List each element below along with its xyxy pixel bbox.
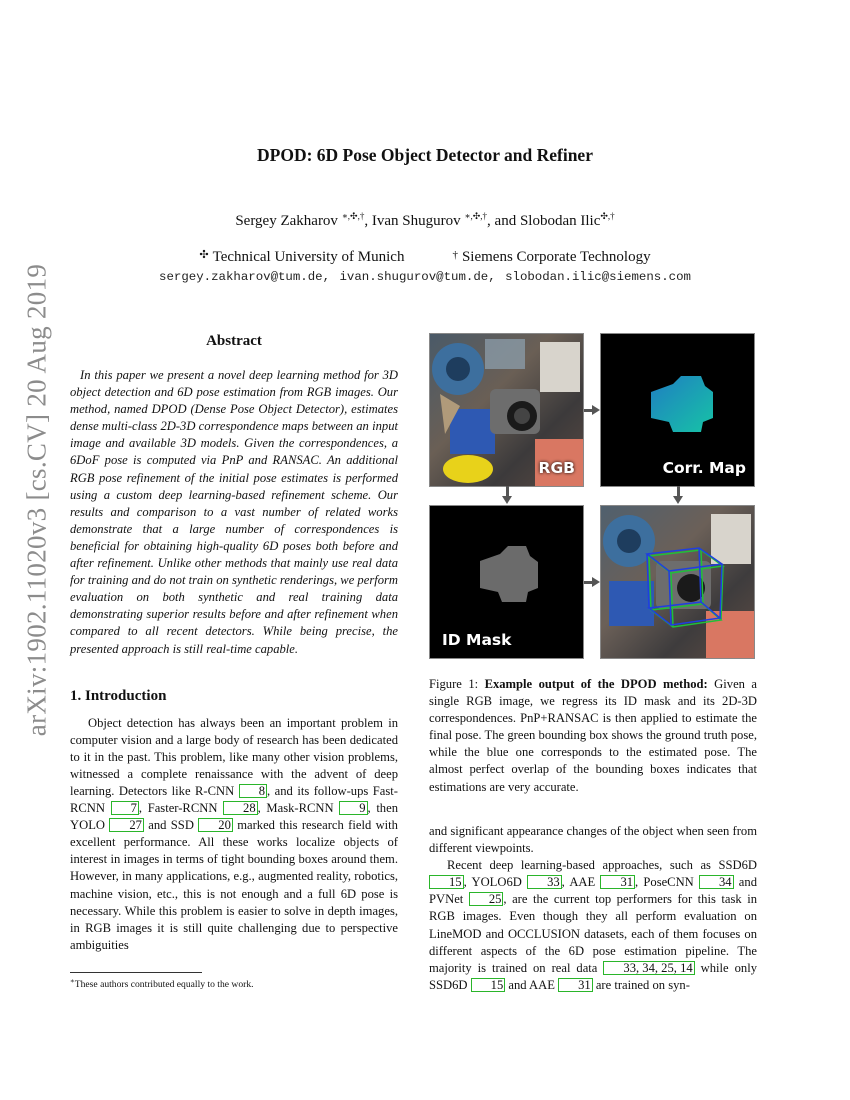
citation-link[interactable]: 31 <box>558 978 593 992</box>
author-name: Ivan Shugurov <box>371 213 461 229</box>
citation-link[interactable]: 34 <box>699 875 734 889</box>
affiliation-mark: † <box>452 249 458 261</box>
text-run: and AAE <box>505 977 559 992</box>
left-column <box>70 333 398 954</box>
pose-result-panel <box>600 505 755 659</box>
author-list <box>0 211 850 230</box>
figure-caption <box>429 676 757 796</box>
citation-link[interactable]: 28 <box>223 801 258 815</box>
introduction-paragraph-continued: and significant appearance changes of the object when seen from different viewpoints. <box>429 824 757 856</box>
affiliation-mark: ✣ <box>199 249 209 261</box>
arrow-corr-to-result <box>677 486 680 497</box>
author-name: Sergey Zakharov <box>235 213 338 229</box>
corr-map-label: Corr. Map <box>662 459 746 477</box>
arrow-mask-to-result <box>584 581 593 584</box>
citation-link[interactable]: 33, 34, 25, 14 <box>603 961 694 975</box>
text-run: Object detection has always been an important problem in computer vision and a large body of research has been dedicated to it in the past. This problem, like many other vision problems, witnessed a complete renaissance with the advent of deep learning. Detectors like R-CNN <box>70 715 398 798</box>
arxiv-sidebar <box>12 250 62 750</box>
text-run: and PVNet <box>429 875 757 907</box>
footnote <box>70 977 400 990</box>
text-run: , PoseCNN <box>635 875 699 890</box>
text-run: , then YOLO <box>70 801 398 833</box>
author-marks: ∗,✣,† <box>341 211 365 221</box>
citation-link[interactable]: 15 <box>471 978 506 992</box>
id-mask-label: ID Mask <box>442 631 512 649</box>
citation-link[interactable]: 33 <box>527 875 562 889</box>
right-column <box>429 823 757 994</box>
affiliation-name: Technical University of Munich <box>212 249 405 265</box>
text-run: , Faster-RCNN <box>138 801 224 816</box>
text-run: , and its follow-ups Fast-RCNN <box>70 783 398 816</box>
citation-link[interactable]: 20 <box>198 818 233 832</box>
arxiv-id: arXiv:1902.11020v3 [cs.CV] 20 Aug 2019 <box>21 263 52 737</box>
text-run: , YOLO6D <box>463 875 528 890</box>
arrow-rgb-to-mask <box>506 486 509 497</box>
text-run: Recent deep learning-based approaches, such as SSD6D <box>447 858 757 873</box>
author-name: Slobodan Ilic <box>519 213 601 229</box>
rgb-label: RGB <box>538 459 575 477</box>
text-run: , AAE <box>561 875 601 890</box>
citation-link[interactable]: 7 <box>111 801 139 815</box>
affiliation-name: Siemens Corporate Technology <box>461 249 651 265</box>
author-separator: , and <box>487 213 520 229</box>
text-run: marked this research field with excellent performance. All these works localize objects of interest in images in terms of tight bounding boxes around them. However, in many applications, e.g., augmented reality, robotics, machine vision, etc., this is not enough and a full 6D pose is necessary. While this problem is easier to solve in depth images, in RGB images it is still quite challenging due to perspective ambiguities <box>70 818 398 952</box>
abstract-heading: Abstract <box>206 333 262 349</box>
text-run: are trained on syn- <box>592 977 690 992</box>
footnote-text: These authors contributed equally to the work. <box>74 979 254 991</box>
text-run: and SSD <box>143 818 199 833</box>
text-run: , Mask-RCNN <box>257 801 340 816</box>
id-mask-panel <box>429 505 584 659</box>
figure-1 <box>429 333 757 663</box>
pose-result-image <box>601 506 754 658</box>
citation-link[interactable]: 27 <box>109 818 144 832</box>
citation-link[interactable]: 15 <box>429 875 464 889</box>
citation-link[interactable]: 31 <box>600 875 635 889</box>
introduction-heading: 1. Introduction <box>70 687 167 704</box>
citation-link[interactable]: 9 <box>339 801 367 815</box>
text-run: while only SSD6D <box>429 960 757 992</box>
footnote-mark: ∗ <box>70 977 75 985</box>
author-emails: sergey.zakharov@tum.de, ivan.shugurov@tum.de, slobodan.ilic@siemens.com <box>159 270 691 284</box>
abstract-text: In this paper we present a novel deep learning method for 3D object detection and 6D pose estimation from RGB images. Our method, named DPOD (Dense Pose Object Detector), estimates dense multi-class 2D-3D correspondence maps between an input image and available 3D models. Given the correspondences, a 6DoF pose is computed via PnP and RANSAC. An additional RGB pose refinement of the initial pose estimates is performed using a custom deep learning-based refinement scheme. Our results and comparison to a vast number of related works demonstrate that a large number of correspondences is beneficial for obtaining high-quality 6D poses both before and after refinement. Unlike other methods that mainly use real data for training and do not train on synthetic renderings, we perform evaluation on both synthetic and real training data demonstrating superior results before and after refinement when compared to all recent detectors. While being precise, the presented approach is still real-time capable. <box>70 368 399 656</box>
paper-title: DPOD: 6D Pose Object Detector and Refiner <box>257 145 593 165</box>
author-marks: ✣,† <box>600 211 615 221</box>
author-marks: ∗,✣,† <box>464 211 488 221</box>
rgb-input-panel <box>429 333 584 487</box>
citation-link[interactable]: 25 <box>469 892 504 906</box>
introduction-paragraph-2 <box>429 857 757 994</box>
correspondence-map-panel <box>600 333 755 487</box>
affiliations <box>0 248 850 266</box>
caption-bold: Example output of the DPOD method: <box>484 677 708 691</box>
text-run: , are the current top performers for this task in RGB images. Even though they all perform evaluation on LineMOD and OCCLUSION datasets, each of them focuses on different aspects of the 6D pose estimation pipeline. The majority is trained on real data <box>429 892 757 975</box>
arrow-rgb-to-corr <box>584 409 593 412</box>
author-separator: , <box>364 213 372 229</box>
footnote-rule <box>70 972 202 973</box>
citation-link[interactable]: 8 <box>239 784 267 798</box>
caption-label: Figure 1: <box>429 677 485 691</box>
caption-text: Given a single RGB image, we regress its ID mask and its 2D-3D correspondences. PnP+RANSAC is then applied to estimate the final pose. The green bounding box shows the ground truth pose, while the blue one corresponds to the estimated pose. The almost perfect overlap of the bounding boxes indicates that estimations are very accurate. <box>429 677 757 794</box>
introduction-paragraph <box>70 715 398 954</box>
